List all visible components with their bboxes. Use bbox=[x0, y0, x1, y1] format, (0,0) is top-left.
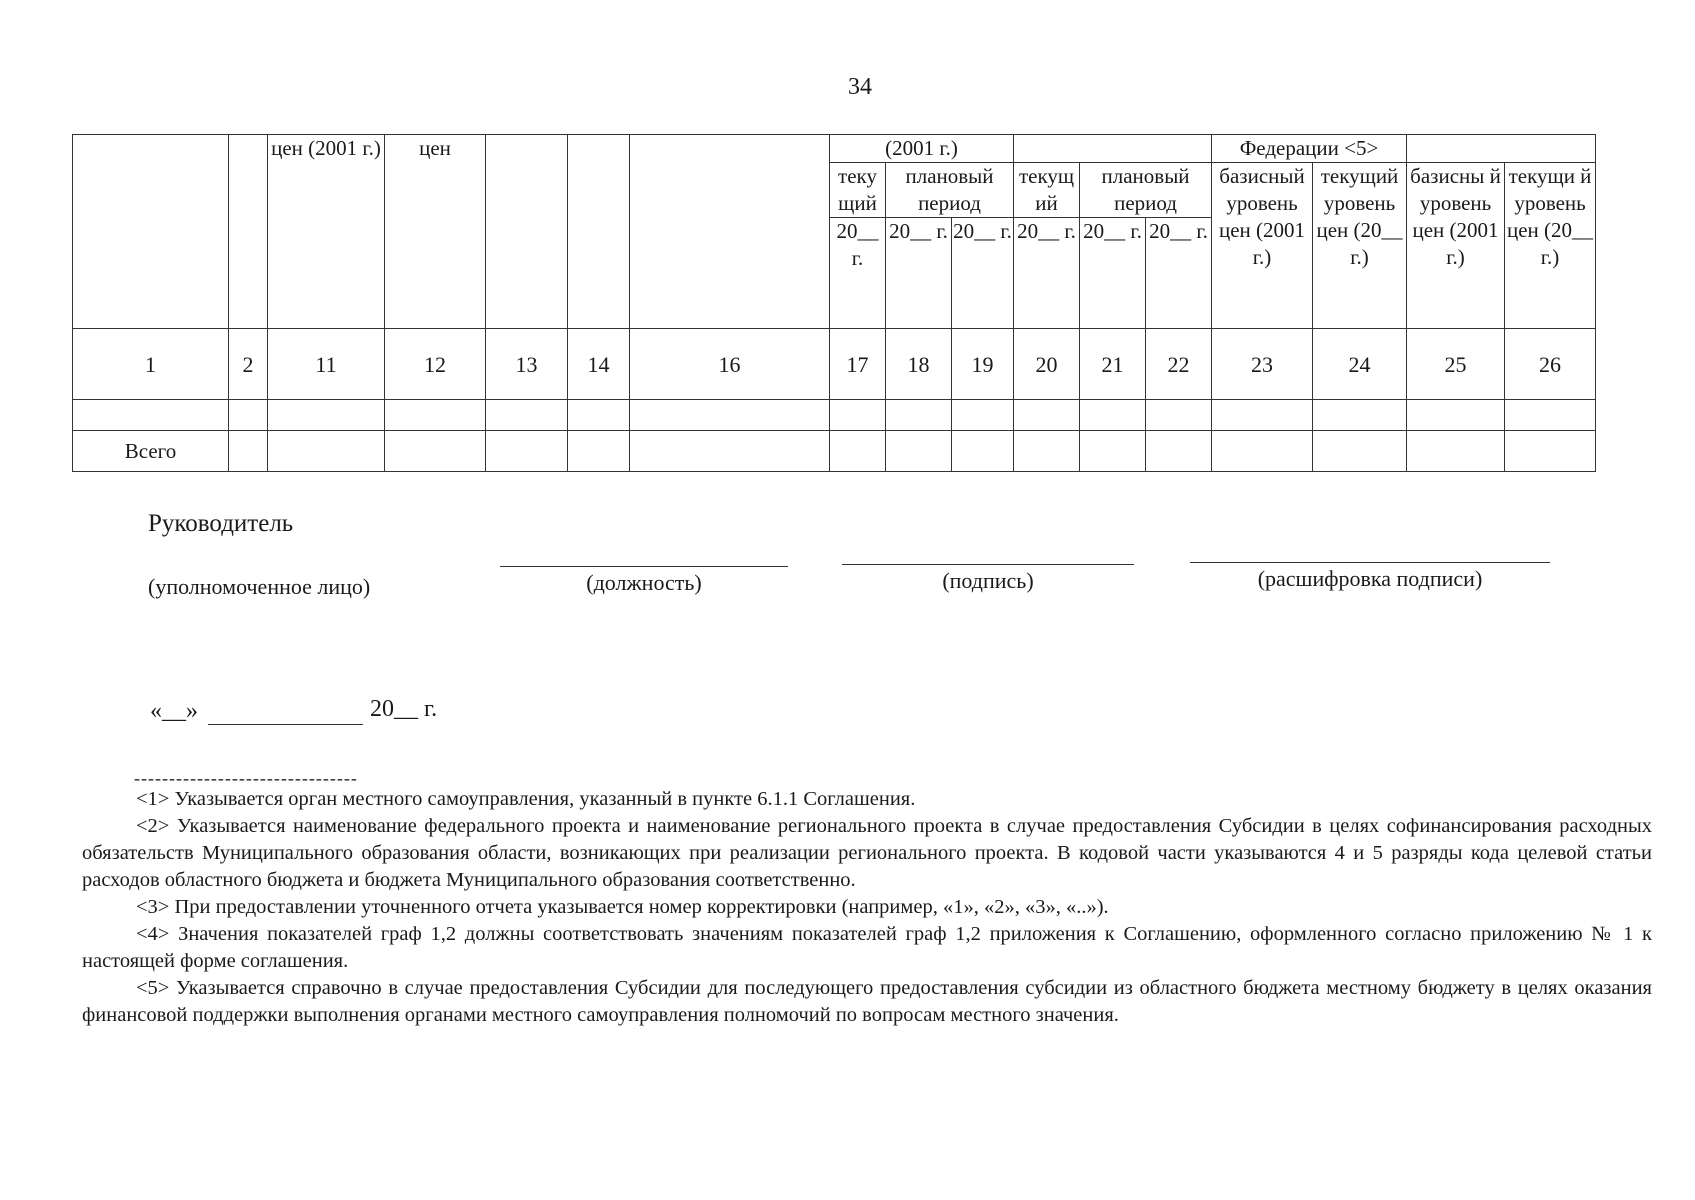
table-cell bbox=[952, 431, 1014, 472]
report-table bbox=[72, 134, 1596, 472]
col-number: 18 bbox=[886, 329, 952, 400]
total-label: Всего bbox=[73, 431, 229, 472]
table-cell bbox=[630, 400, 830, 431]
table-cell bbox=[1014, 400, 1080, 431]
col-number: 11 bbox=[268, 329, 385, 400]
table-cell bbox=[229, 400, 268, 431]
header-col-20: текущ ий bbox=[1014, 163, 1080, 218]
table-cell bbox=[268, 431, 385, 472]
table-cell bbox=[952, 400, 1014, 431]
year-col-19: 20__ г. bbox=[952, 218, 1014, 329]
col-number: 23 bbox=[1212, 329, 1313, 400]
header-col-1 bbox=[73, 135, 229, 329]
table-cell bbox=[630, 431, 830, 472]
footnote-separator: -------------------------------- bbox=[134, 768, 358, 788]
date-month-line bbox=[208, 724, 363, 725]
header-col-23: базисный уровень цен (2001 г.) bbox=[1212, 163, 1313, 329]
footnote-5: <5> Указывается справочно в случае предоставления Субсидии для последующего предоставления субсидии из областного бюджета местному бюджету в целях оказания финансовой поддержки выполнения органами местного самоуправления полномочий по вопросам местного значения. bbox=[82, 977, 1652, 1026]
head-sub-label: (уполномоченное лицо) bbox=[148, 574, 371, 599]
table-cell bbox=[1212, 431, 1313, 472]
position-line bbox=[500, 566, 788, 567]
footnote-3: <3> При предоставлении уточненного отчета указывается номер корректировки (например, «1», «2», «3», «..»). bbox=[136, 896, 1109, 918]
table-cell bbox=[385, 400, 486, 431]
table-cell bbox=[268, 400, 385, 431]
col-number: 14 bbox=[568, 329, 630, 400]
year-col-22: 20__ г. bbox=[1146, 218, 1212, 329]
page-number: 34 bbox=[848, 74, 872, 100]
footnote-1: <1> Указывается орган местного самоуправления, указанный в пункте 6.1.1 Соглашения. bbox=[136, 788, 916, 810]
col-number: 13 bbox=[486, 329, 568, 400]
col-number: 12 bbox=[385, 329, 486, 400]
table-cell bbox=[385, 431, 486, 472]
col-number: 25 bbox=[1407, 329, 1505, 400]
table-cell bbox=[568, 400, 630, 431]
table-cell bbox=[1505, 400, 1596, 431]
table-cell bbox=[1146, 431, 1212, 472]
header-col-2 bbox=[229, 135, 268, 329]
table-cell bbox=[1146, 400, 1212, 431]
col-number: 19 bbox=[952, 329, 1014, 400]
year-col-21: 20__ г. bbox=[1080, 218, 1146, 329]
col-number: 16 bbox=[630, 329, 830, 400]
table-cell bbox=[830, 431, 886, 472]
position-caption: (должность) bbox=[586, 570, 702, 595]
table-cell bbox=[1505, 431, 1596, 472]
header-col-17: теку щий bbox=[830, 163, 886, 218]
table-row-empty bbox=[73, 400, 1596, 431]
table-cell bbox=[1014, 431, 1080, 472]
year-col-20: 20__ г. bbox=[1014, 218, 1080, 329]
header-group-federation: Федерации <5> bbox=[1212, 135, 1407, 163]
footnotes bbox=[82, 786, 1652, 1029]
header-col-26: текущи й уровень цен (20__ г.) bbox=[1505, 163, 1596, 329]
year-col-17: 20__ г. bbox=[830, 218, 886, 329]
decoding-caption: (расшифровка подписи) bbox=[1257, 566, 1483, 591]
col-number: 21 bbox=[1080, 329, 1146, 400]
col-number: 17 bbox=[830, 329, 886, 400]
table-cell bbox=[229, 431, 268, 472]
date-day: «__» bbox=[150, 698, 198, 724]
footnote-2: <2> Указывается наименование федерального проекта и наименование регионального проекта в случае предоставления Субсидии в целях софинансирования расходных обязательств Муниципального образования области, возникающих при реализации регионального проекта. В кодовой части указываются 4 и 5 разряды кода целевой статьи расходов областного бюджета и бюджета Муниципального образования соответственно. bbox=[82, 815, 1652, 891]
header-col-16 bbox=[630, 135, 830, 329]
col-number: 2 bbox=[229, 329, 268, 400]
date-year: 20__ г. bbox=[370, 696, 438, 722]
table-cell bbox=[1407, 400, 1505, 431]
table-cell bbox=[1313, 400, 1407, 431]
signature-line bbox=[842, 564, 1134, 565]
header-col-11: цен (2001 г.) bbox=[268, 135, 385, 329]
col-number: 20 bbox=[1014, 329, 1080, 400]
year-col-18: 20__ г. bbox=[886, 218, 952, 329]
header-group-2001: (2001 г.) bbox=[830, 135, 1014, 163]
header-col-24: текущий уровень цен (20__ г.) bbox=[1313, 163, 1407, 329]
table-cell bbox=[830, 400, 886, 431]
table-cell bbox=[1212, 400, 1313, 431]
table-cell bbox=[486, 400, 568, 431]
header-col-14 bbox=[568, 135, 630, 329]
table-cell bbox=[73, 400, 229, 431]
decoding-line bbox=[1190, 562, 1550, 563]
col-number: 22 bbox=[1146, 329, 1212, 400]
header-plan-period-a: плановый период bbox=[886, 163, 1014, 218]
col-number: 26 bbox=[1505, 329, 1596, 400]
header-row-groups bbox=[73, 135, 1596, 163]
header-plan-period-b: плановый период bbox=[1080, 163, 1212, 218]
header-col-12: цен bbox=[385, 135, 486, 329]
table-cell bbox=[1407, 431, 1505, 472]
col-number: 24 bbox=[1313, 329, 1407, 400]
signature-caption: (подпись) bbox=[942, 568, 1034, 593]
header-group-d bbox=[1407, 135, 1596, 163]
head-label: Руководитель bbox=[148, 510, 294, 537]
header-col-13 bbox=[486, 135, 568, 329]
table-cell bbox=[886, 400, 952, 431]
header-col-25: базисны й уровень цен (2001 г.) bbox=[1407, 163, 1505, 329]
table-cell bbox=[568, 431, 630, 472]
table-cell bbox=[886, 431, 952, 472]
header-group-b bbox=[1014, 135, 1212, 163]
table-cell bbox=[1313, 431, 1407, 472]
column-number-row bbox=[73, 329, 1596, 400]
table-row-total bbox=[73, 431, 1596, 472]
col-number: 1 bbox=[73, 329, 229, 400]
footnote-4: <4> Значения показателей граф 1,2 должны соответствовать значениям показателей граф 1,2 приложения к Соглашению, оформленного согласно приложению № 1 к настоящей форме соглашения. bbox=[82, 923, 1652, 972]
table-cell bbox=[1080, 431, 1146, 472]
table-cell bbox=[1080, 400, 1146, 431]
table-cell bbox=[486, 431, 568, 472]
